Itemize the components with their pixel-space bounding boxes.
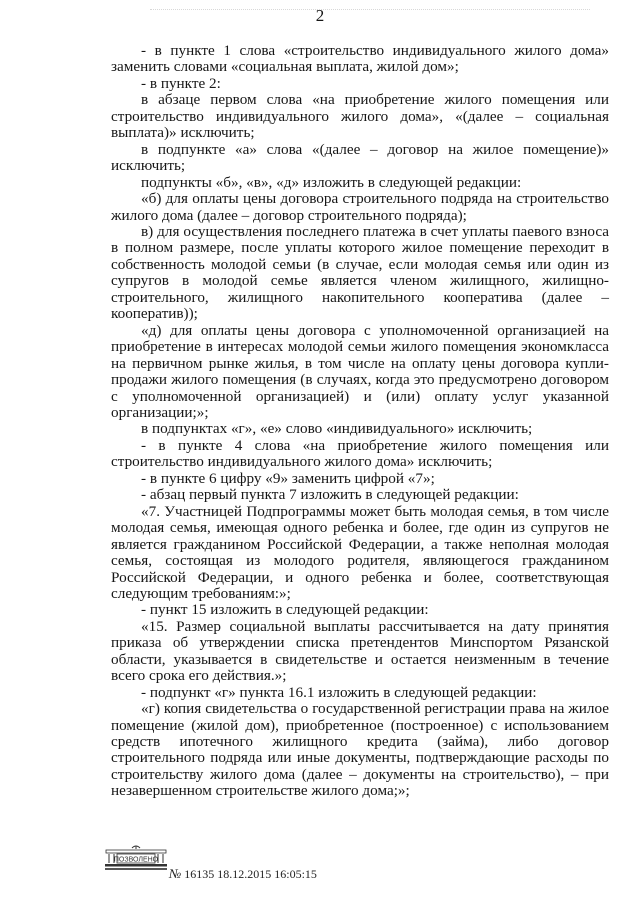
registration-text: 16135 18.12.2015 16:05:15 <box>184 867 317 881</box>
paragraph: - в пункте 2: <box>141 74 221 92</box>
paragraph: «б) для оплаты цены договора строительного подряда на строительство жилого дома (далее – договор строительного подряда); <box>111 190 609 224</box>
svg-text:ПОЗВОЛЕНО: ПОЗВОЛЕНО <box>113 856 159 864</box>
paragraph: - пункт 15 изложить в следующей редакции: <box>141 601 429 619</box>
number-sign: № <box>169 866 182 881</box>
paragraph: в) для осуществления последнего платежа в счет уплаты паевого взноса в полном размере, после уплаты которого жилое помещение переходит в собственность молодой семьи (в случае, если молодая семья или один из супругов в молодой семье является членом жилищного, жилищно-строительного, жилищного накопительного кооператива (далее – кооператив)); <box>111 222 609 323</box>
paragraph: в подпункте «а» слова «(далее – договор на жилое помещение)» исключить; <box>111 140 609 175</box>
page-number: 2 <box>315 6 325 25</box>
paragraph: «д) для оплаты цены договора с уполномоченной организацией на приобретение в интересах молодой семьи жилого помещения экономкласса на первичном рынке жилья, в том числе на оплату цены договора купли-продажи жилого помещения (в случаях, когда это предусмотрено договором с уполномоченной организацией) и (или) оплату услуг указанной организации;»; <box>111 321 609 421</box>
paragraph: - абзац первый пункта 7 изложить в следующей редакции: <box>141 486 519 504</box>
paragraph: «7. Участницей Подпрограммы может быть молодая семья, в том числе молодая семья, имеющая одного ребенка и более, где один из супругов не является гражданином Российской Федерации, а также неполная молодая семья, состоящая из молодого родителя, являющегося гражданином Российской Федерации, и одного ребенка и более, соответствующая следующим требованиям:»; <box>111 502 609 602</box>
paragraph: в абзаце первом слова «на приобретение жилого помещения или строительство индивидуального жилого дома», «(далее – социальная выплата)» исключить; <box>111 91 609 142</box>
paragraph: - подпункт «г» пункта 16.1 изложить в следующей редакции: <box>141 683 537 701</box>
paragraph: «г) копия свидетельства о государственной регистрации права на жилое помещение (жилой дом), приобретенное (построенное) с использованием средств ипотечного жилищного кредита (займа), либо договор строительного подряда или иные документы, подтверждающие расходы по строительству жилого дома (далее – документы на строительство), – при незавершенном строительстве жилого дома;»; <box>111 700 609 800</box>
paragraph: «15. Размер социальной выплаты рассчитывается на дату принятия приказа об утверждении списка претендентов Минспортом Рязанской области, указывается в свидетельстве и остается неизменным в течение всего срока его действия.»; <box>111 617 609 685</box>
registry-stamp-logo <box>104 845 168 873</box>
paragraph: - в пункте 4 слова «на приобретение жилого помещения или строительство индивидуального жилого дома» исключить; <box>111 436 609 471</box>
paragraph: - в пункте 6 цифру «9» заменить цифрой «7»; <box>141 469 435 487</box>
document-body <box>111 43 609 800</box>
document-registration-code <box>169 866 317 882</box>
paragraph: подпункты «б», «в», «д» изложить в следующей редакции: <box>141 173 522 191</box>
paragraph: в подпунктах «г», «е» слово «индивидуального» исключить; <box>141 420 533 438</box>
paragraph: - в пункте 1 слова «строительство индивидуального жилого дома» заменить словами «социальная выплата, жилой дом»; <box>111 42 609 76</box>
